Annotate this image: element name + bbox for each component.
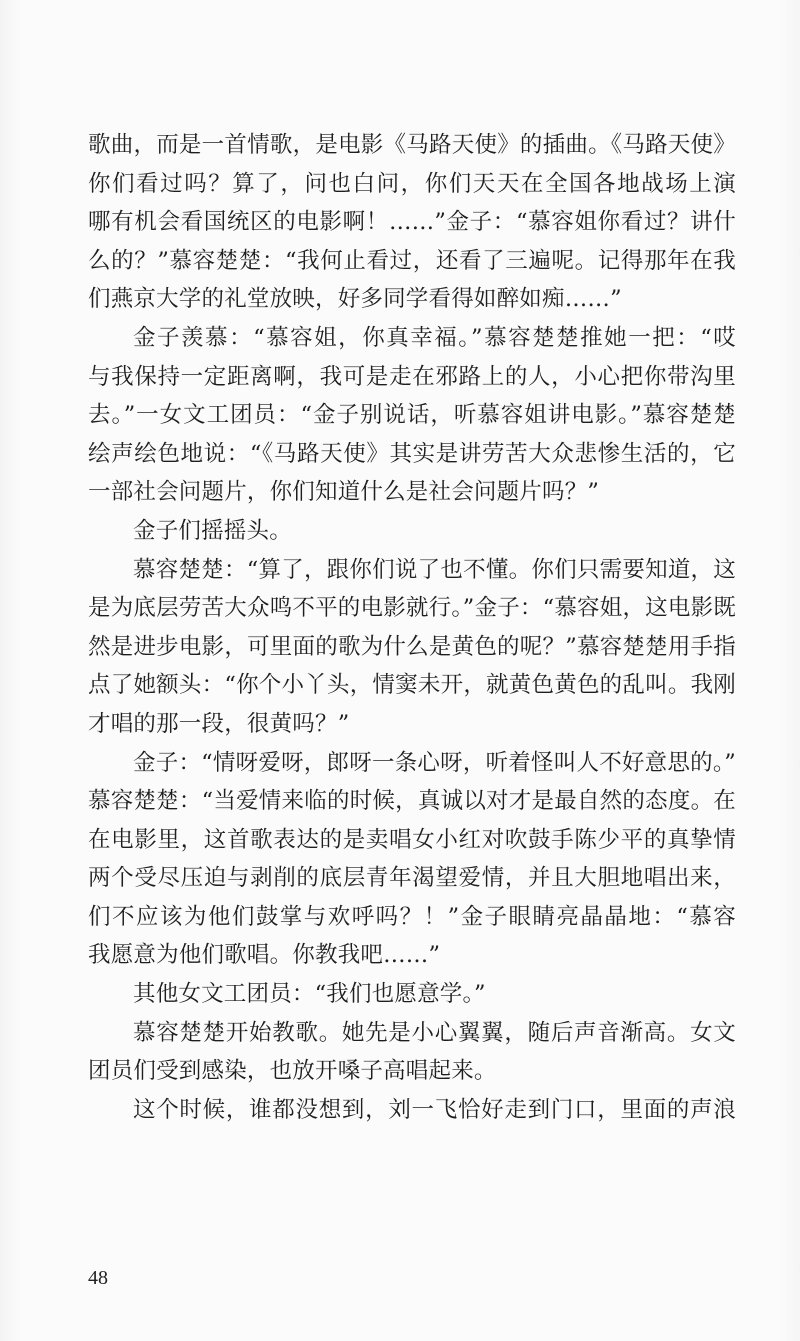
body-text bbox=[88, 126, 736, 1129]
text-line: 慕容楚楚：“算了，跟你们说了也不懂。你们只需要知道，这 bbox=[133, 556, 736, 583]
text-line: 去。”一女文工团员：“金子别说话，听慕容姐讲电影。”慕容楚楚 bbox=[88, 402, 736, 429]
text-line: 哪有机会看国统区的电影啊！……”金子：“慕容姐你看过？讲什 bbox=[88, 209, 736, 236]
text-line: 你们看过吗？算了，问也白问，你们天天在全国各地战场上演 bbox=[88, 170, 736, 197]
text-line: 慕容楚楚：“当爱情来临的时候，真诚以对才是最自然的态度。在 bbox=[88, 788, 736, 815]
text-line: 金子们摇摇头。 bbox=[133, 517, 292, 544]
paragraph bbox=[88, 126, 736, 319]
paragraph bbox=[88, 1014, 736, 1091]
text-line: 们燕京大学的礼堂放映，好多同学看得如醉如痴……” bbox=[88, 286, 622, 313]
paragraph bbox=[88, 975, 736, 1014]
text-line: 是为底层劳苦大众鸣不平的电影就行。”金子：“慕容姐，这电影既 bbox=[88, 595, 736, 622]
text-line: 么的？”慕容楚楚：“我何止看过，还看了三遍呢。记得那年在我 bbox=[88, 247, 736, 274]
text-line: 其他女文工团员：“我们也愿意学。” bbox=[133, 981, 486, 1008]
text-line: 金子：“情呀爱呀，郎呀一条心呀，听着怪叫人不好意思的。” bbox=[133, 749, 736, 776]
text-line: 才唱的那一段，很黄吗？” bbox=[88, 710, 350, 737]
paragraph bbox=[88, 1091, 736, 1130]
text-line: 绘声绘色地说：“《马路天使》其实是讲劳苦大众悲惨生活的，它 bbox=[88, 440, 736, 467]
text-line: 两个受尽压迫与剥削的底层青年渴望爱情，并且大胆地唱出来， bbox=[88, 865, 736, 892]
paragraph bbox=[88, 512, 736, 551]
text-line: 这个时候，谁都没想到，刘一飞恰好走到门口，里面的声浪 bbox=[133, 1096, 736, 1123]
text-line: 们不应该为他们鼓掌与欢呼吗？！”金子眼睛亮晶晶地：“慕容 bbox=[88, 903, 736, 930]
page-number: 48 bbox=[88, 1267, 108, 1289]
text-line: 与我保持一定距离啊，我可是走在邪路上的人，小心把你带沟里 bbox=[88, 363, 736, 390]
text-line: 点了她额头：“你个小丫头，情窦未开，就黄色黄色的乱叫。我刚 bbox=[88, 672, 736, 699]
paragraph bbox=[88, 744, 736, 976]
text-line: 慕容楚楚开始教歌。她先是小心翼翼，随后声音渐高。女文 bbox=[133, 1019, 736, 1046]
paragraph bbox=[88, 319, 736, 512]
text-line: 在电影里，这首歌表达的是卖唱女小红对吹鼓手陈少平的真挚情 bbox=[88, 826, 736, 853]
paragraph bbox=[88, 551, 736, 744]
text-line: 团员们受到感染，也放开嗓子高唱起来。 bbox=[88, 1058, 497, 1085]
text-line: 金子羡慕：“慕容姐，你真幸福。”慕容楚楚推她一把：“哎 bbox=[133, 324, 736, 351]
text-line: 我愿意为他们歌唱。你教我吧……” bbox=[88, 942, 441, 969]
text-line: 然是进步电影，可里面的歌为什么是黄色的呢？”慕容楚楚用手指 bbox=[88, 633, 736, 660]
text-line: 一部社会问题片，你们知道什么是社会问题片吗？” bbox=[88, 479, 600, 506]
text-line: 歌曲，而是一首情歌，是电影《马路天使》的插曲。《马路天使》 bbox=[88, 132, 736, 158]
